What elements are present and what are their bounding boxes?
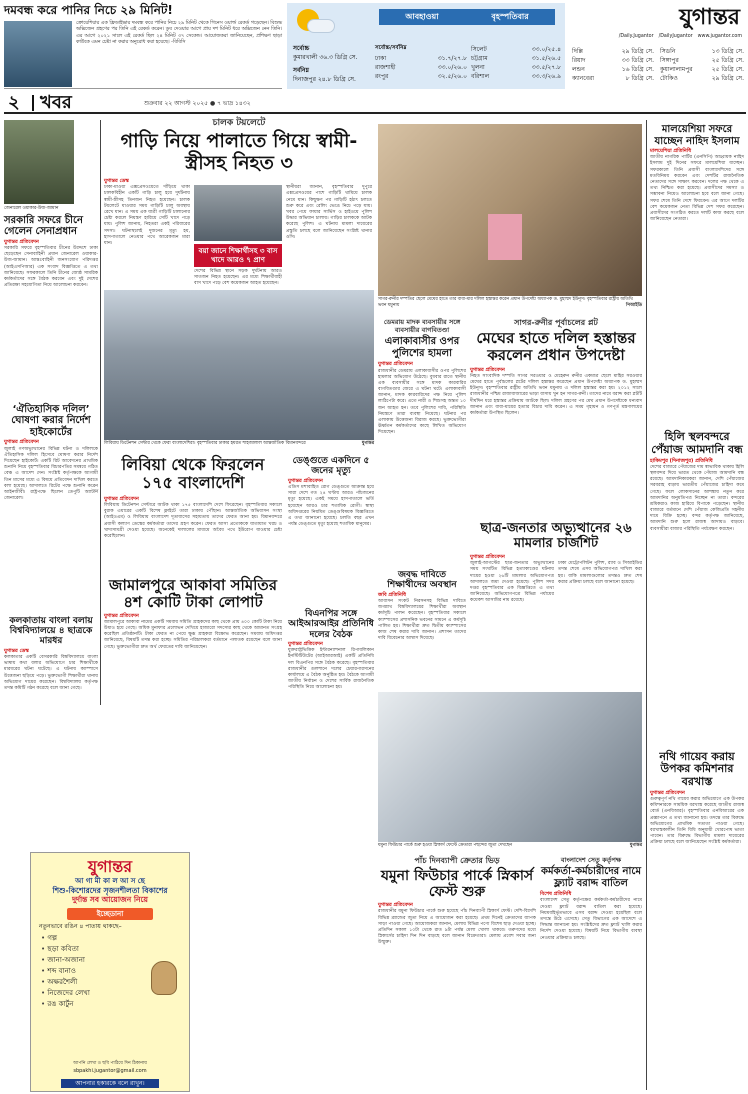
teachers-byline: জবি প্রতিনিধি xyxy=(378,591,406,598)
hili-headline: হিলি স্থলবন্দরে পেঁয়াজ আমদানি বন্ধ xyxy=(651,430,743,456)
weather-city: কুয়ালালামপুর xyxy=(660,66,693,73)
sneakers-photo-credit: যুগান্তর xyxy=(629,843,642,848)
weather-row xyxy=(572,56,654,65)
social-links xyxy=(568,34,746,40)
ad-item: • অক্ষরশৈলী xyxy=(41,977,189,988)
teachers-body: আবাসন সংকট নিরসনসহ বিভিন্ন দাবিতে জগন্নাথ বিশ্ববিদ্যালয়ের শিক্ষার্থীরা অবস্থান কর্মসূচি পালন করেছেন। বৃহস্পতিবার সকালে ক্যাম্পাসের প্রশাসনিক ভবনের সামনে এ কর্মসূচি পালিত হয়। শিক্ষার্থীরা দ্রুত দ্বিতীয় ক্যাম্পাসের কাজ শেষ করার দাবি জানান। প্রশাসন তাদের দাবি বিবেচনার আশ্বাস দিয়েছে। xyxy=(378,598,466,642)
crash-photo xyxy=(194,185,282,241)
ad-box xyxy=(30,852,190,1092)
s1-byline: যুগান্তর প্রতিবেদন xyxy=(4,238,39,245)
inset-headline: বয়া জানে শিক্ষার্থীসহ ৩ বাস খাদে আরও ৭ প্রাণ xyxy=(198,247,278,264)
ad-item: • শব্দ বানাও xyxy=(41,966,189,977)
ad-intro: নতুনভাবে রঙিন ৪ পাতায় থাকছে– xyxy=(39,923,122,931)
top-story xyxy=(4,3,282,89)
dengue-body: এডিস মশাবাহিত রোগ ডেঙ্গুতে আক্রান্ত হয়ে সারা দেশে গত ২৪ ঘণ্টায় আরও পাঁচজনের মৃত্যু হয়েছে। একই সময়ে হাসপাতালে ভর্তি হয়েছেন আরও চার শতাধিক রোগী। স্বাস্থ্য অধিদপ্তরের নিয়মিত ডেঙ্গুবিষয়ক বিজ্ঞপ্তিতে এ তথ্য জানানো হয়েছে। চলতি বছর এখন পর্যন্ত ডেঙ্গুতে মৃত্যু হয়েছে শতাধিক মানুষের। xyxy=(288,484,374,528)
bridge-kicker: বাংলাদেশ সেতু কর্তৃপক্ষ xyxy=(560,856,622,864)
weather-row xyxy=(660,74,744,83)
weather-row xyxy=(375,72,467,81)
teachers-story xyxy=(378,570,466,692)
bridge-headline: কর্মকর্তা-কর্মচারীদের নামে ফ্ল্যাট বরাদ্দ বাতিল xyxy=(541,866,641,889)
ad-tagline: আ গা মী কা ল আ স ছে xyxy=(75,877,145,885)
jamalpur-headline: জামালপুরে আকাবা সমিতির ৪শ কোটি টাকা লোপাট xyxy=(109,576,277,612)
page-number: ২ xyxy=(8,92,20,113)
ad-email[interactable]: sbpakhi.jugantor@gmail.com xyxy=(73,1067,147,1074)
weather-temp: ২৫ ডিগ্রি সে. xyxy=(711,57,744,64)
weather-row xyxy=(375,63,467,72)
malaysia-headline: মালয়েশিয়া সফরে যাচ্ছেন নাহিদ ইসলাম xyxy=(654,124,740,147)
weather-city: ঢাকা xyxy=(375,55,387,62)
twitter-link[interactable]: /DailyJugantor xyxy=(658,34,693,39)
libya-caption-text: লিবিয়ায় ডিটেনশন সেন্টার থেকে ফেরা বাংলাদেশিরা। বৃহস্পতিবার ঢাকার হযরত শাহজালাল আন্তর্জাতিক বিমানবন্দরে xyxy=(104,441,306,446)
weather-temp: ৩৩.০/২৫.৪ xyxy=(531,46,561,53)
weather-row xyxy=(471,45,561,54)
chief-adviser-caption-text: সাগর-রুনীর দম্পতির ছেলে মেঘের হাতে তার বাবা-মার দলিল হস্তান্তর করেন প্রধান উপদেষ্টা অধ্যাপক ড. মুহাম্মদ ইউনূস। বৃহস্পতিবার রাষ্ট্রীয় অতিথি ভবন যমুনায় xyxy=(378,297,633,308)
malaysia-byline: মালয়েশিয়া প্রতিনিধি xyxy=(650,148,691,154)
tax-body: গুরুত্বপূর্ণ নথি গায়েব করার অভিযোগে এক উপকর কমিশনারকে সাময়িক বরখাস্ত করেছে জাতীয় রাজস্ব বোর্ড (এনবিআর)। বৃহস্পতিবার এনবিআরের এক প্রজ্ঞাপনে এ তথ্য জানানো হয়। তদন্তে তার বিরুদ্ধে অভিযোগের প্রাথমিক সত্যতা পাওয়া গেছে। বরখাস্তকালীন তিনি বিধি অনুযায়ী খোরপোষ ভাতা পাবেন। তার বিরুদ্ধে বিভাগীয় মামলা দায়েরের প্রক্রিয়া চলছে বলে জানিয়েছেন সংশ্লিষ্ট কর্মকর্তারা। xyxy=(650,796,744,846)
ad-item: • গল্প xyxy=(41,933,189,944)
column-5 xyxy=(650,120,744,1092)
bridge-body: বাংলাদেশ সেতু কর্তৃপক্ষের কর্মকর্তা-কর্মচারীদের নামে দেওয়া ফ্ল্যাট বরাদ্দ বাতিল করা হয়েছে। নিয়মবহির্ভূতভাবে এসব বরাদ্দ দেওয়া হয়েছিল বলে তদন্তে উঠে এসেছে। সেতু বিভাগের এক আদেশে এ সিদ্ধান্ত জানানো হয়। সংশ্লিষ্টদের দ্রুত ফ্ল্যাট খালি করার নির্দেশ দেওয়া হয়েছে। বিষয়টি নিয়ে বিভাগীয় ব্যবস্থা নেওয়ার প্রক্রিয়াও চলছে। xyxy=(540,898,642,941)
bnp-headline: বিএনপির সঙ্গে আইআরআইর প্রতিনিধি দলের বৈঠক xyxy=(288,608,374,640)
ad-contact: আপনি লেখা ও ছবি পাঠিয়ে দিন ঠিকানায় xyxy=(73,1061,147,1067)
weather-temp: ১৩ ডিগ্রি সে. xyxy=(711,48,744,55)
weather-min-value: দিনাজপুর ২৪.৮ ডিগ্রি সে. xyxy=(293,76,356,83)
demra-byline: যুগান্তর প্রতিবেদন xyxy=(378,361,413,368)
weather-temp: ১৬ ডিগ্রি সে. xyxy=(621,66,654,73)
chief-adviser-body: নিহত সাংবাদিক দম্পতি সাগর সরওয়ার ও মেহেরুন রুনীর একমাত্র ছেলে মাহির সরওয়ার মেঘের হাতে পূর্বাচলের প্লটের দলিল হস্তান্তর করেছেন প্রধান উপদেষ্টা অধ্যাপক ড. মুহাম্মদ ইউনূস। বৃহস্পতিবার রাষ্ট্রীয় অতিথি ভবন যমুনায় এ দলিল হস্তান্তর করা হয়। ২০১২ সালে রাজধানীর পশ্চিম রাজাবাজারের ভাড়া বাসায় খুন হন সাগর-রুনী। তাদের নামে বরাদ্দ করা প্লটটি দীর্ঘদিন ধরে হস্তান্তর প্রক্রিয়ায় আটকে ছিল। দলিল গ্রহণের পর মেঘ প্রধান উপদেষ্টাকে ধন্যবাদ জানান এবং বাবা-মায়ের হত্যার বিচার দাবি করেন। এ সময় গৃহায়ন ও গণপূর্ত মন্ত্রণালয়ের কর্মকর্তারা উপস্থিত ছিলেন। xyxy=(470,373,642,416)
weather-row xyxy=(660,65,744,74)
col1-rule xyxy=(100,120,101,705)
section-header xyxy=(4,92,746,114)
s2-byline: যুগান্তর প্রতিবেদন xyxy=(4,439,39,446)
top-story-headline: দমবন্ধ করে পানির নিচে ২৯ মিনিট! xyxy=(4,3,173,17)
charges-body-2: ঢাকা মেট্রোপলিটন পুলিশ, র‌্যাব ও সিআইডির তদন্ত শেষে এসব অভিযোগপত্র দাখিল করা হয়। বাকি মামলাগুলোর তদন্তও দ্রুত শেষ করার প্রক্রিয়া চলছে বলে জানানো হয়েছে। xyxy=(558,561,642,585)
weather-temp: ৮ ডিগ্রি সে. xyxy=(625,75,654,82)
weather-temp: ৩৩.০/২৬.০ xyxy=(437,64,467,71)
demra-story xyxy=(378,318,466,568)
weather-temp: ৩৩.৩/২৬.৯ xyxy=(531,73,561,80)
ad-subtitle: দুর্দান্ত সব আয়োজন নিয়ে xyxy=(72,895,148,905)
ad-item: • নিজেদের লেখা xyxy=(41,988,189,999)
weather-row xyxy=(572,47,654,56)
sneakers-kicker: পাঁচ দিনব্যাপী ক্রেতার ভিড় xyxy=(414,856,500,865)
chief-adviser-kicker: সাগর-রুনীর পূর্বাচলের প্লট xyxy=(514,318,598,327)
sneakers-body: রাজধানীর যমুনা ফিউচার পার্কে শুরু হয়েছে পাঁচ দিনব্যাপী স্নিকার্স ফেস্ট। দেশি-বিদেশি বিভিন্ন ব্র্যান্ডের জুতা নিয়ে এ আয়োজন করা হয়েছে। প্রথম দিনেই ক্রেতাদের ব্যাপক সাড়া পাওয়া গেছে। আয়োজকরা জানান, মেলায় বিভিন্ন পণ্যে বিশেষ ছাড় দেওয়া হচ্ছে। প্রতিদিন সকাল ১০টা থেকে রাত ৯টা পর্যন্ত মেলা খোলা থাকবে। তরুণদের মধ্যে স্নিকার্সের চাহিদা দিন দিন বাড়ছে বলে জানান বিক্রেতারা। মেলায় প্রবেশ সবার জন্য উন্মুক্ত। xyxy=(378,909,536,946)
chief-adviser-headline: মেঘের হাতে দলিল হস্তান্তর করলেন প্রধান উপদেষ্টা xyxy=(476,329,636,365)
weather-row xyxy=(660,56,744,65)
weather-temp: ৩১.৭/২৭.৮ xyxy=(437,55,467,62)
chief-adviser-byline: যুগান্তর প্রতিবেদন xyxy=(470,366,505,373)
weather-temp: ৩১.৫/২৬.৫ xyxy=(531,55,561,62)
libya-story xyxy=(104,456,282,668)
col5-rule xyxy=(646,120,647,1090)
weather-cloud-icon xyxy=(307,19,335,33)
sneakers-caption-text: যমুনা ফিউচার পার্কে শুরু হওয়া স্নিকার্স ফেস্টে ক্রেতারা পছন্দের জুতা দেখছেন xyxy=(378,843,512,848)
weather-city: সিলেট xyxy=(471,46,487,53)
weather-tab-label: আবহাওয়া xyxy=(405,12,439,21)
s3-byline: যুগান্তর ডেস্ক xyxy=(4,647,29,654)
sneakers-byline: যুগান্তর প্রতিবেদন xyxy=(378,902,413,909)
top-story-body: ক্রোয়েশিয়ার এক ফ্রিডাইভার দমবন্ধ করে পানির নিচে ২৯ মিনিট থেকে গিনেস ওয়ার্ল্ড রেকর্ড গড়েছেন। বিশুদ্ধ অক্সিজেন গ্রহণের পর তিনি এই রেকর্ড করেন। ডুব দেওয়ার আগে প্রায় দশ মিনিট ধরে অক্সিজেন নেন তিনি। এর আগে ২০২১ সালে এই রেকর্ড ছিল ২৪ মিনিট ৩৭ সেকেন্ড। আয়োজকরা জানিয়েছেন, প্রশিক্ষণ ছাড়া কাউকে এমন চেষ্টা না করার অনুরোধ করা হয়েছে। -বিবিসি xyxy=(76,21,282,46)
libya-caption xyxy=(104,441,374,455)
weather-city: ক্যানবেরা xyxy=(572,75,595,82)
bnp-body: যুক্তরাষ্ট্রভিত্তিক ইন্টারন্যাশনাল রিপাবলিকান ইনস্টিটিউটের (আইআরআই) একটি প্রতিনিধি দল বিএনপির সঙ্গে বৈঠক করেছে। বৃহস্পতিবার রাজধানীর গুলশানে দলের চেয়ারপারসনের কার্যালয়ে এ বৈঠক অনুষ্ঠিত হয়। বৈঠকে আগামী জাতীয় নির্বাচন ও দেশের সার্বিক রাজনৈতিক পরিস্থিতি নিয়ে আলোচনা হয়। xyxy=(288,648,374,691)
weather-day: বৃহস্পতিবার xyxy=(491,12,529,21)
demra-kicker: ডেমরায় মাদক ব্যবসায়ীর সঙ্গে ব্যবসায়ীর বাগবিতণ্ডা xyxy=(383,318,461,335)
inset-body: দেশের বিভিন্ন স্থানে সড়ক দুর্ঘটনায় আরও সাতজন নিহত হয়েছেন। এর মধ্যে শিক্ষার্থীবাহী বাস খাদে পড়ে বেশ কয়েকজন আহত হয়েছেন। xyxy=(194,268,282,287)
hili-body: দেশের বাজারে পেঁয়াজের দাম স্বাভাবিক থাকায় হিলি স্থলবন্দর দিয়ে ভারত থেকে পেঁয়াজ আমদানি বন্ধ রয়েছে। আমদানিকারকরা জানান, দেশি পেঁয়াজের সরবরাহ বাড়ায় ভারতীয় পেঁয়াজের চাহিদা কমে গেছে। ফলে লোকসানের আশঙ্কায় নতুন করে আমদানির অনুমতিপত্র নিচ্ছেন না তারা। বন্দরের শ্রমিকরাও কাজ হারিয়ে বিপাকে পড়েছেন। স্থানীয় বাজারে বর্তমানে দেশি পেঁয়াজ কেজিপ্রতি সহনীয় দামে বিক্রি হচ্ছে। বন্দর কর্তৃপক্ষ জানিয়েছে, আমদানি শুরু হলে রাজস্ব আদায়ও বাড়বে। ব্যবসায়ীরা বাজার পরিস্থিতি পর্যবেক্ষণ করছেন। xyxy=(650,464,744,532)
libya-body: লিবিয়ায় ডিটেনশন সেন্টারে আটক থাকা ১৭৫ বাংলাদেশি দেশে ফিরেছেন। বৃহস্পতিবার সকালে বুরাক এয়ারের একটি বিশেষ ফ্লাইটে তারা ঢাকায় পৌঁছান। আন্তর্জাতিক অভিবাসন সংস্থা (আইওএম) ও লিবিয়ায় বাংলাদেশ দূতাবাসের সহায়তায় তাদের ফেরত আনা হয়। বিমানবন্দরে প্রবাসী কল্যাণ ডেস্কের কর্মকর্তারা তাদের গ্রহণ করেন। ফেরত আসা প্রত্যেককে যাতায়াত খরচ ও খাদ্যসামগ্রী দেওয়া হয়েছে। অনেকেই দালালের মাধ্যমে অবৈধ পথে ইউরোপ যাওয়ার চেষ্টা করেছিলেন। xyxy=(104,503,282,539)
lead-body-2: স্থানীয়রা জানান, বৃহস্পতিবার দুপুরে এক্সপ্রেসওয়ের পাশে গাড়িটি থামিয়ে চালক নেমে যান। কিছুক্ষণ পর গাড়িটি হঠাৎ চলতে শুরু করে এবং রেলিং ভেঙে নিচে পড়ে যায়। খবর পেয়ে ফায়ার সার্ভিস ও হাইওয়ে পুলিশ উদ্ধার অভিযান চালায়। গাড়ির চালককে আটক করেছে পুলিশ। এ ঘটনায় মামলা দায়েরের প্রস্তুতি চলছে বলে জানিয়েছেন সংশ্লিষ্ট থানার ওসি। xyxy=(286,185,372,240)
ad-title: শিশু-কিশোরদের সৃজনশীলতা বিকাশের xyxy=(52,885,168,895)
libya-headline: লিবিয়া থেকে ফিরলেন ১৭৫ বাংলাদেশি xyxy=(121,455,265,493)
chief-adviser-story xyxy=(470,318,642,518)
weather-city: চট্টগ্রাম xyxy=(471,55,488,62)
weather-col1-head: সর্বোচ্চ/সর্বনিম্ন xyxy=(375,45,407,51)
weather-tab xyxy=(379,9,555,25)
weather-city: বরিশাল xyxy=(471,73,490,80)
ad-item: • রঙ কার্টুন xyxy=(41,999,189,1010)
weather-city: লন্ডন xyxy=(572,66,585,73)
top-story-photo xyxy=(4,21,72,87)
sneakers-headline: যমুনা ফিউচার পার্কে স্নিকার্স ফেস্ট শুরু xyxy=(380,868,534,901)
charges-byline: যুগান্তর প্রতিবেদন xyxy=(470,553,505,560)
weather-max-value: কুমারখালী ৩৬.৩ ডিগ্রি সে. xyxy=(293,54,358,61)
weather-row xyxy=(471,72,561,81)
weather-city: টোকিও xyxy=(660,75,678,82)
ad-item: • জানা-অজানা xyxy=(41,955,189,966)
s1-body: সরকারি সফরে বৃহস্পতিবার চীনের উদ্দেশে ঢাকা ছেড়েছেন সেনাবাহিনী প্রধান জেনারেল ওয়াকার-উজ-জামান। আন্তঃবাহিনী জনসংযোগ পরিদপ্তর (আইএসপিআর) এক সংবাদ বিজ্ঞপ্তিতে এ তথ্য জানিয়েছে। সফরকালে তিনি চীনের জ্যেষ্ঠ সামরিক কর্মকর্তাদের সঙ্গে বৈঠক করবেন এবং দুই দেশের প্রতিরক্ষা সহযোগিতা নিয়ে আলোচনা করবেন। xyxy=(4,245,98,289)
hili-byline: হাকিমপুর (দিনাজপুর) প্রতিনিধি xyxy=(650,457,713,464)
facebook-link[interactable]: /Daily.Jugantor xyxy=(618,34,654,39)
charges-story xyxy=(470,522,642,686)
ad-item: • ছড়া কবিতা xyxy=(41,944,189,955)
weather-row xyxy=(471,54,561,63)
lead-body-1: ঢাকা-মাওয়া এক্সপ্রেসওয়েতে দাঁড়িয়ে থাকা চালকবিহীন একটি গাড়ি চালু হয়ে দুর্ঘটনায় স্বামী-স্ত্রীসহ তিনজন নিহত হয়েছেন। চালক টয়লেটে যাওয়ার সময় গাড়িটি চালু অবস্থায় রেখে যান। এ সময় এক যাত্রী গাড়িটি চালানোর চেষ্টা করলে নিয়ন্ত্রণ হারিয়ে সেটি খাদে পড়ে যায়। পুলিশ জানায়, নিহতরা একই পরিবারের সদস্য। ঘটনাস্থলেই দুজনের মৃত্যু হয়, হাসপাতালে নেওয়ার পথে আরেকজন মারা যান। xyxy=(104,185,190,246)
weather-row xyxy=(375,54,467,63)
weather-table-bd xyxy=(375,54,467,81)
jamalpur-byline: যুগান্তর প্রতিবেদন xyxy=(104,612,139,619)
lead-byline: যুগান্তর ডেস্ক xyxy=(104,177,129,184)
weather-temp: ২৯ ডিগ্রি সে. xyxy=(621,48,654,55)
weather-city: খুলনা xyxy=(471,64,485,71)
weather-table-div xyxy=(471,45,561,81)
charges-headline: ছাত্র-জনতার অভ্যুত্থানের ২৬ মামলার চার্জশিট xyxy=(480,521,632,551)
bridge-story xyxy=(540,856,642,1092)
chief-adviser-photo xyxy=(378,124,642,296)
lead-kicker: চালক টয়লেটে xyxy=(212,118,266,128)
bnp-byline: যুগান্তর প্রতিবেদন xyxy=(288,640,323,647)
dengue-headline: ডেঙ্গুতে একদিনে ৫ জনের মৃত্যু xyxy=(292,456,370,477)
weather-city: রংপুর xyxy=(375,73,389,80)
weather-temp: ৩৩ ডিগ্রি সে. xyxy=(621,57,654,64)
dengue-story xyxy=(288,456,374,691)
weather-city: সিডনি xyxy=(660,48,676,55)
s2-body: জুলাই গণঅভ্যুত্থানের বিভিন্ন ঘটনা ও দলিলকে ঐতিহাসিক দলিল হিসেবে ঘোষণা করার নির্দেশ দিয়েছেন হাইকোর্ট। একটি রিট আবেদনের প্রাথমিক শুনানি নিয়ে বৃহস্পতিবার বিচারপতির সমন্বয়ে গঠিত বেঞ্চ এ আদেশ দেন। সংশ্লিষ্ট কর্তৃপক্ষকে আগামী তিন মাসের মধ্যে এ বিষয়ে প্রতিবেদন দাখিল করতে বলা হয়েছে। আদালতে রিটের পক্ষে শুনানি করেন আইনজীবী। রাষ্ট্রপক্ষে ছিলেন ডেপুটি অ্যাটর্নি জেনারেল। xyxy=(4,446,98,502)
demra-headline: এলাকাবাসীর ওপর পুলিশের হামলা xyxy=(384,336,460,359)
lead-headline: গাড়ি নিয়ে পালাতে গিয়ে স্বামী-স্ত্রীসহ নিহত ৩ xyxy=(120,130,358,175)
bridge-byline: বিশেষ প্রতিনিধি xyxy=(540,891,572,898)
weather-max-label: সর্বোচ্চ xyxy=(293,45,310,52)
chief-adviser-caption xyxy=(378,297,642,313)
s2-headline: ‘ঐতিহাসিক দলিল’ ঘোষণা করার নির্দেশ হাইকোর্টের xyxy=(11,403,91,438)
dengue-byline: যুগান্তর প্রতিবেদন xyxy=(288,477,323,484)
libya-photo xyxy=(104,290,374,440)
demra-body: রাজধানীর ডেমরায় এলাকাবাসীর ওপর পুলিশের হামলার অভিযোগ উঠেছে। বুধবার রাতে স্থানীয় এক ব্যবসায়ীর সঙ্গে মাদক কারবারির বাগবিতণ্ডার জেরে এ ঘটনা ঘটে। এলাকাবাসী জানান, মাদক কারবারিদের পক্ষ নিয়ে পুলিশ লাঠিপেটা করে। এতে নারী ও শিশুসহ অন্তত ১০ জন আহত হন। তবে পুলিশের দাবি, পরিস্থিতি নিয়ন্ত্রণে তারা ব্যবস্থা নিয়েছে। ঘটনার পর এলাকায় উত্তেজনা বিরাজ করছে। ভুক্তভোগীরা ঊর্ধ্বতন কর্মকর্তাদের কাছে লিখিত অভিযোগ দিয়েছেন। xyxy=(378,368,466,436)
section-name: খবর xyxy=(40,92,72,113)
weather-temp: ৩২.৫/২৬.০ xyxy=(437,73,467,80)
weather-temp: ২৯ ডিগ্রি সে. xyxy=(711,75,744,82)
section-divider xyxy=(32,95,34,111)
charges-body-1: জুলাই-আগস্টের ছাত্র-জনতার অভ্যুত্থানের সময় সংঘটিত বিভিন্ন হত্যাকাণ্ডের ঘটনায় দায়ের হওয়া ২৬টি মামলার অভিযোগপত্র আদালতে জমা দেওয়া হয়েছে। পুলিশ সদর দপ্তর বৃহস্পতিবার এক বিজ্ঞপ্তিতে এ তথ্য জানিয়েছে। অভিযোগপত্রে বিভিন্ন পর্যায়ের কয়েকশ আসামির নাম রয়েছে। xyxy=(470,561,554,604)
chief-adviser-photo-credit: পিআইডি xyxy=(625,302,642,308)
inset-box xyxy=(194,244,282,267)
weather-panel xyxy=(287,3,565,89)
sneakers-caption xyxy=(378,843,642,853)
weather-row xyxy=(572,74,654,83)
weather-row xyxy=(471,63,561,72)
newspaper-logo: যুগান্তর xyxy=(679,4,740,30)
weather-min-label: সর্বনিম্ন xyxy=(293,67,309,74)
teachers-headline: জবদ্ধ দাবিতে শিক্ষাথীদের অবস্থান xyxy=(387,570,457,591)
weather-table-world-1 xyxy=(572,47,654,83)
s3-headline: কলকাতায় বাংলা বলায় বিশ্ববিদ্যালয়ে ৪ ছাত্রকে মারধর xyxy=(9,615,93,647)
libya-photo-credit: যুগান্তর xyxy=(361,441,374,446)
s1-headline: সরকারি সফরে চীনে গেলেন সেনাপ্রধান xyxy=(4,214,84,238)
libya-byline: যুগান্তর প্রতিবেদন xyxy=(104,495,139,502)
sneakers-story xyxy=(378,856,536,1092)
weather-city: সিঙ্গাপুর xyxy=(660,57,679,64)
tax-headline: নথি গায়েব করায় উপকর কমিশনার বরখাস্ত xyxy=(659,749,735,789)
weather-table-world-2 xyxy=(660,47,744,83)
ad-logo: যুগান্তর xyxy=(87,857,133,876)
page-dateline: শুক্রবার ২২ আগস্ট ২০২৫ ● ৭ ভাদ্র ১৪৩২ xyxy=(144,100,251,107)
army-chief-caption: জেনারেল ওয়াকার-উজ-জামান xyxy=(4,206,59,211)
sneakers-photo xyxy=(378,692,642,842)
owl-illustration xyxy=(151,961,177,995)
masthead xyxy=(568,3,746,45)
ad-banner: ইচ্ছেডানা xyxy=(67,908,153,921)
jamalpur-body: জামালপুরে আকাবা নামের একটি সমবায় সমিতি গ্রাহকদের কাছ থেকে প্রায় ৪০০ কোটি টাকা নিয়ে উধাও হয়ে গেছে। অধিক মুনাফার প্রলোভন দেখিয়ে হাজারো সদস্যের কাছ থেকে আমানত সংগ্রহ করেছিল প্রতিষ্ঠানটি। টাকা ফেরত না পেয়ে ক্ষুব্ধ গ্রাহকরা বিক্ষোভ করেছেন। সমবায় অধিদপ্তর জানিয়েছে, বিষয়টি তদন্ত করা হচ্ছে। সমিতির পরিচালকরা বর্তমানে পলাতক রয়েছেন বলে জানা গেছে। ভুক্তভোগীরা দ্রুত অর্থ ফেরতের দাবি জানিয়েছেন। xyxy=(104,619,282,650)
weather-city: রিয়াদ xyxy=(572,57,586,64)
weather-temp: ২৫ ডিগ্রি সে. xyxy=(711,66,744,73)
malaysia-body: জাতীয় নাগরিক পার্টির (এনসিপি) আহ্বায়ক নাহিদ ইসলাম দুই দিনের সফরে মালয়েশিয়া যাচ্ছেন। সফরকালে তিনি প্রবাসী বাংলাদেশিদের সঙ্গে মতবিনিময় করবেন এবং দেশটির রাজনৈতিক নেতাদের সঙ্গে সাক্ষাৎ করবেন। দলের পক্ষ থেকে এ তথ্য নিশ্চিত করা হয়েছে। প্রবাসীদের সমস্যা ও সম্ভাবনা নিয়েও আলোচনা হবে বলে জানা গেছে। সফর শেষে তিনি দেশে ফিরবেন। এর আগে দলটির বেশ কয়েকজন নেতা বিভিন্ন দেশ সফর করেছেন। প্রবাসীদের সংগঠিত করতে দলটি কাজ করছে বলে জানিয়েছেন নেতারা। xyxy=(650,155,744,223)
document-folder xyxy=(488,214,522,260)
ad-footer: আপনার হকারকে বলে রাখুন। xyxy=(61,1079,159,1089)
website-link[interactable]: www.jugantor.com xyxy=(697,34,742,39)
weather-row xyxy=(660,47,744,56)
weather-city: রাজশাহী xyxy=(375,64,396,71)
s3-body: কলকাতার একটি বেসরকারি বিশ্ববিদ্যালয়ে বাংলা ভাষায় কথা বলার অভিযোগে চার শিক্ষার্থীকে মারধরের ঘটনা ঘটেছে। এ ঘটনায় ক্যাম্পাসে উত্তেজনা ছড়িয়ে পড়ে। ভুক্তভোগী শিক্ষার্থীরা থানায় অভিযোগ দায়ের করেছেন। বিশ্ববিদ্যালয় কর্তৃপক্ষ তদন্ত কমিটি গঠন করেছে বলে জানা গেছে। xyxy=(4,655,98,691)
weather-city: দিল্লি xyxy=(572,48,583,55)
army-chief-photo xyxy=(4,120,74,204)
column-1 xyxy=(4,120,98,705)
weather-row xyxy=(572,65,654,74)
weather-temp: ৩৩.৫/২৭.৮ xyxy=(531,64,561,71)
tax-byline: যুগান্তর প্রতিবেদন xyxy=(650,789,685,796)
